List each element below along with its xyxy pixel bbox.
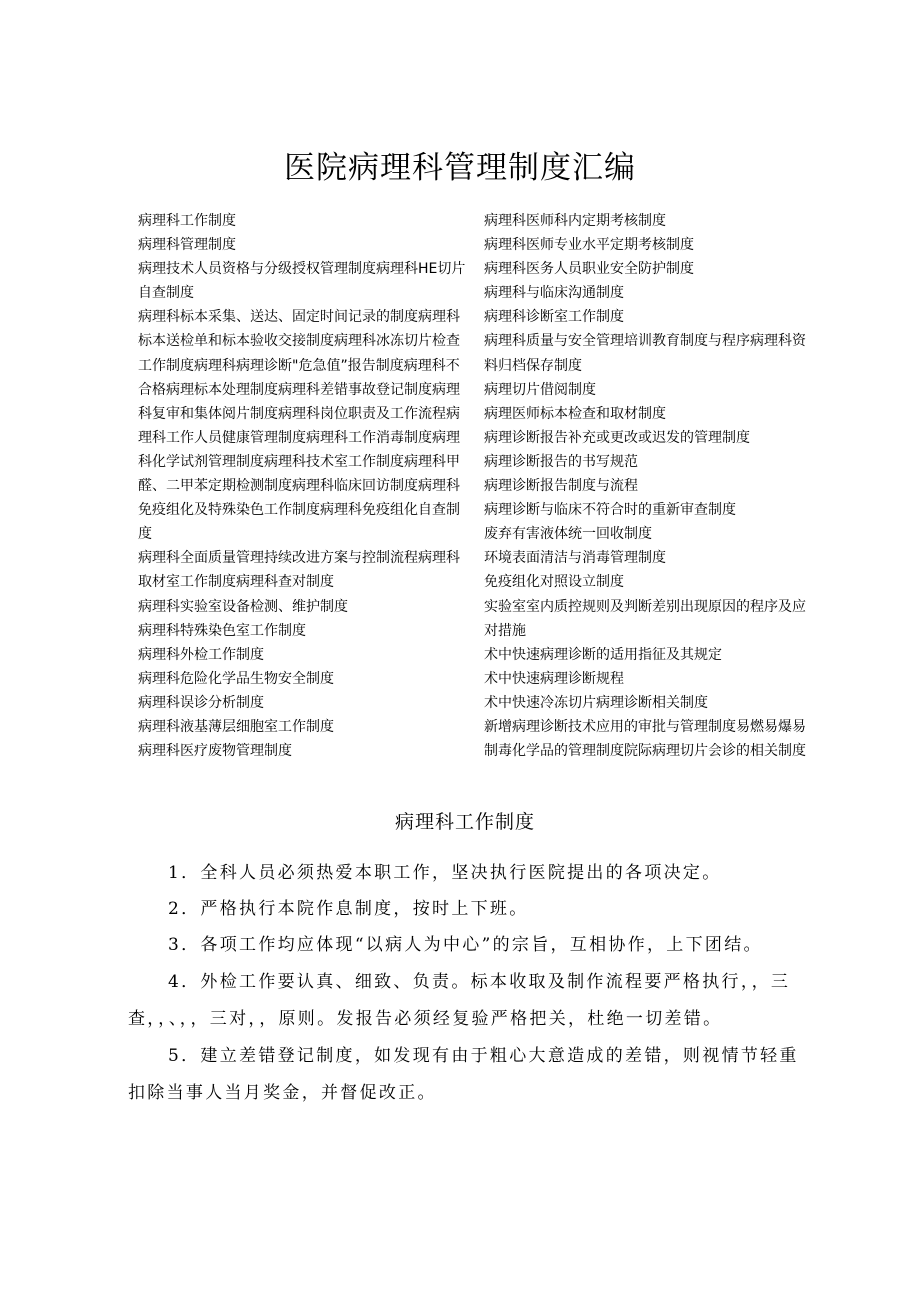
paragraph: 2．严格执行本院作息制度，按时上下班。 <box>168 899 529 919</box>
toc-item[interactable]: 病理诊断报告补充或更改或迟发的管理制度 <box>484 429 750 446</box>
toc-item[interactable]: 病理科医师专业水平定期考核制度 <box>484 237 694 254</box>
toc-item[interactable]: 病理科特殊染色室工作制度 <box>138 622 306 639</box>
toc-item[interactable]: 病理科与临床沟通制度 <box>484 285 624 302</box>
toc-item[interactable]: 病理科诊断室工作制度 <box>484 309 624 326</box>
toc-item[interactable]: 病理科误诊分析制度 <box>138 694 264 711</box>
paragraph: 4．外检工作要认真、细致、负责。标本收取及制作流程要严格执行，，三查，，、，，三对，，原则。发报告必须经复验严格把关，杜绝一切差错。 <box>128 972 791 1029</box>
toc-item[interactable]: 病理切片借阅制度 <box>484 381 596 398</box>
paragraph: 1．全科人员必须热爱本职工作，坚决执行医院提出的各项决定。 <box>168 863 722 883</box>
section-body <box>128 855 808 1112</box>
document-title: 医院病理科管理制度汇编 <box>284 150 636 186</box>
toc-item[interactable]: 病理诊断报告制度与流程 <box>484 478 638 495</box>
toc-item[interactable]: 病理科医疗废物管理制度 <box>138 743 292 760</box>
paragraph: 3．各项工作均应体现“以病人为中心”的宗旨，互相协作，上下团结。 <box>168 935 763 955</box>
toc-item[interactable]: 实验室室内质控规则及判断差别出现原因的程序及应对措施 <box>484 598 806 639</box>
toc-item[interactable]: 病理诊断报告的书写规范 <box>484 453 638 470</box>
section-title: 病理科工作制度 <box>394 811 535 833</box>
toc-item[interactable]: 免疫组化对照设立制度 <box>484 574 624 591</box>
toc-item[interactable]: 病理科外检工作制度 <box>138 646 264 663</box>
paragraph: 5．建立差错登记制度，如发现有由于粗心大意造成的差错，则视情节轻重扣除当事人当月奖金，并督促改正。 <box>128 1046 799 1103</box>
toc-item[interactable]: 病理科医师科内定期考核制度 <box>484 213 666 229</box>
toc-item[interactable]: 术中快速病理诊断的适用指征及其规定 <box>484 646 722 663</box>
toc-right-column <box>484 209 814 763</box>
toc-item[interactable]: 环境表面清洁与消毒管理制度 <box>484 550 666 567</box>
toc-item[interactable]: 病理科实验室设备检测、维护制度 <box>138 598 348 615</box>
toc-item[interactable]: 病理科医务人员职业安全防护制度 <box>484 261 694 278</box>
toc-item[interactable]: 废弃有害液体统一回收制度 <box>484 526 652 543</box>
toc-item[interactable]: 术中快速冷冻切片病理诊断相关制度 <box>484 694 708 711</box>
toc-item[interactable]: 病理技术人员资格与分级授权管理制度病理科HE切片自查制度 <box>138 261 466 302</box>
toc-left-column <box>138 209 468 763</box>
toc-item[interactable]: 病理科标本采集、送达、固定时间记录的制度病理科标本送检单和标本验收交接制度病理科冰冻切片检查工作制度病理科病理诊断"危急值”报告制度病理科不合格病理标本处理制度病理科差错事故登记制度病理科复审和集体阅片制度病理科岗位职责及工作流程病理科工作人员健康管理制度病理科工作消毒制度病理科化学试剂管理制度病理科技术室工作制度病理科甲醛、二甲苯定期检测制度病理科临床回访制度病理科免疫组化及特殊染色工作制度病理科免疫组化自查制度 <box>138 309 460 543</box>
toc-item[interactable]: 病理科全面质量管理持续改进方案与控制流程病理科取材室工作制度病理科查对制度 <box>138 550 460 591</box>
toc-item[interactable]: 病理科工作制度 <box>138 213 236 229</box>
toc-item[interactable]: 病理科管理制度 <box>138 237 236 254</box>
toc-item[interactable]: 病理医师标本检查和取材制度 <box>484 405 666 422</box>
toc-item[interactable]: 病理诊断与临床不符合时的重新审查制度 <box>484 502 736 519</box>
toc-item[interactable]: 病理科危险化学品生物安全制度 <box>138 670 334 687</box>
toc-item[interactable]: 病理科液基薄层细胞室工作制度 <box>138 718 334 735</box>
toc-item[interactable]: 新增病理诊断技术应用的审批与管理制度易燃易爆易制毒化学品的管理制度院际病理切片会诊的相关制度 <box>484 718 806 760</box>
toc-item[interactable]: 术中快速病理诊断规程 <box>484 670 624 687</box>
toc-item[interactable]: 病理科质量与安全管理培训教育制度与程序病理科资料归档保存制度 <box>484 333 806 374</box>
